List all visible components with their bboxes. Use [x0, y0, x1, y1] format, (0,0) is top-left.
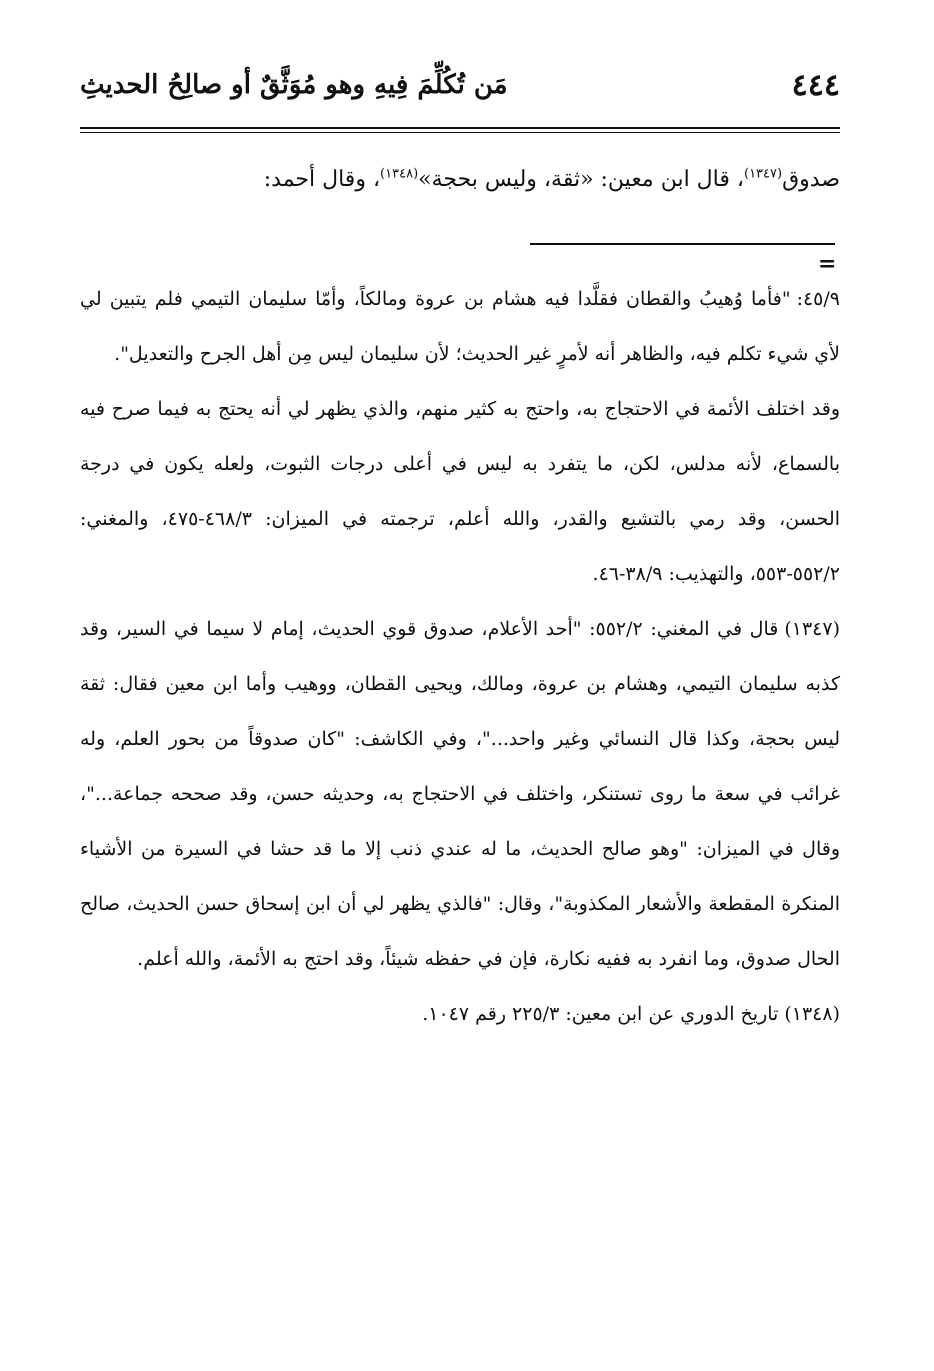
footnotes-section [80, 272, 840, 1042]
main-text [80, 152, 840, 208]
main-text-start: صدوق [782, 167, 840, 192]
footnote-1347 [80, 602, 840, 987]
footnote-1348 [80, 987, 840, 1042]
footnote-1347-number: (١٣٤٧) [784, 618, 840, 640]
main-text-end: ، وقال أحمد: [263, 167, 381, 192]
header-rule-thin [80, 132, 840, 133]
header-rule [80, 127, 840, 129]
footnote-1348-text: تاريخ الدوري عن ابن معين: ٢٢٥/٣ رقم ١٠٤٧. [422, 1003, 779, 1025]
footnote-continued-text: "فأما وُهيبُ والقطان فقلَّدا فيه هشام بن عروة ومالكاً، وأمّا سليمان التيمي فلم يتبين لي لأي شيء تكلم فيه، والظاهر أنه لأمرٍ غير الحديث؛ لأن سليمان ليس مِن أهل الجرح والتعديل". [80, 288, 840, 365]
running-title: مَن تُكُلِّمَ فِيهِ وهو مُوَثَّقٌ أو صالِحُ الحديثِ [80, 70, 508, 100]
footnote-continued [80, 272, 840, 382]
footnote-ref-1348[interactable]: (١٣٤٨) [380, 166, 419, 182]
footnote-continued-label: ٤٥/٩: [796, 288, 840, 310]
footnote-separator [530, 243, 835, 245]
footnote-continuation-mark: = [818, 251, 837, 277]
footnote-1348-number: (١٣٤٨) [784, 1003, 840, 1025]
footnote-continued-comment: وقد اختلف الأئمة في الاحتجاج به، واحتج به كثير منهم، والذي يظهر لي أنه يحتج به فيما صرح فيه بالسماع، لأنه مدلس، لكن، ما يتفرد به ليس في أعلى درجات الثبوت، ولعله يكون في درجة الحسن، وقد رمي بالتشيع والقدر، والله أعلم، ترجمته في الميزان: ٤٦٨/٣-٤٧٥، والمغني: ٥٥٢/٢-٥٥٣، والتهذيب: ٣٨/٩-٤٦. [80, 398, 840, 585]
footnote-ref-1347[interactable]: (١٣٤٧) [743, 166, 783, 182]
main-text-middle: ، قال ابن معين: «ثقة، وليس بحجة» [418, 167, 744, 192]
footnote-1347-text: قال في المغني: ٥٥٢/٢: "أحد الأعلام، صدوق قوي الحديث، إمام لا سيما في السير، وقد كذبه سليمان التيمي، وهشام بن عروة، ومالك، ويحيى القطان، ووهيب وأما ابن معين فقال: ثقة ليس بحجة، وكذا قال النسائي وغير واحد..."، وفي الكاشف: "كان صدوقاً من بحور العلم، وله غرائب في سعة ما روى تستنكر، واختلف في الاحتجاج به، وحديثه حسن، وقد صححه جماعة..."، وقال في الميزان: "وهو صالح الحديث، ما له عندي ذنب إلا ما قد حشا في السيرة من الأشياء المنكرة المقطعة والأشعار المكذوبة"، وقال: "فالذي يظهر لي أن ابن إسحاق حسن الحديث، صالح الحال صدوق، وما انفرد به ففيه نكارة، فإن في حفظه شيئاً، وقد احتج به الأئمة، والله أعلم. [80, 618, 840, 970]
page-header [80, 62, 840, 118]
page-number: ٤٤٤ [791, 68, 840, 103]
